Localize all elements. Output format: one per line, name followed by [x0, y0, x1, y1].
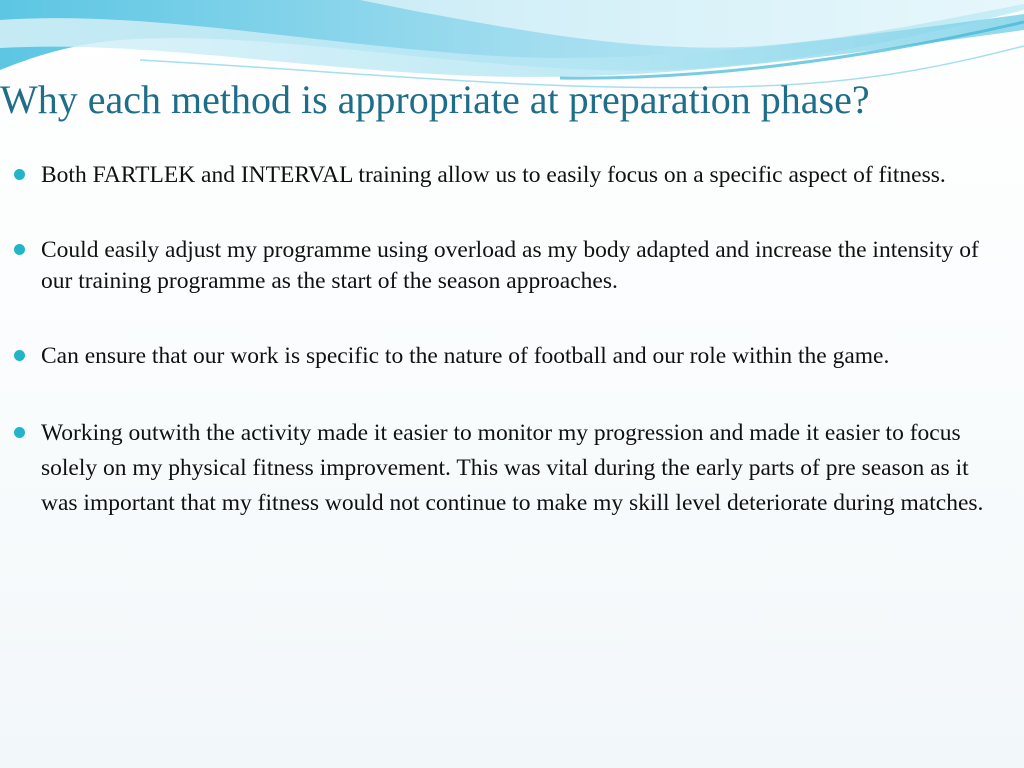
- bullet-item: [14, 341, 1010, 372]
- bullet-item: [14, 235, 1010, 297]
- bullet-dot-icon: [14, 427, 25, 438]
- bullet-dot-icon: [14, 350, 25, 361]
- bullet-text: Can ensure that our work is specific to the nature of football and our role within the game.: [41, 343, 890, 369]
- bullet-text: Working outwith the activity made it easier to monitor my progression and made it easier to focus solely on my physical fitness improvement. This was vital during the early parts of pre season as it was important that my fitness would not continue to make my skill level deteriorate during matches.: [41, 420, 984, 516]
- bullet-list: [14, 160, 1010, 521]
- bullet-text: Could easily adjust my programme using overload as my body adapted and increase the intensity of our training programme as the start of the season approaches.: [41, 237, 979, 294]
- bullet-item: [14, 416, 1010, 521]
- bullet-dot-icon: [14, 169, 25, 180]
- bullet-dot-icon: [14, 244, 25, 255]
- slide-title: Why each method is appropriate at preparation phase?: [0, 77, 870, 122]
- bullet-item: [14, 160, 1010, 191]
- bullet-text: Both FARTLEK and INTERVAL training allow us to easily focus on a specific aspect of fitness.: [41, 162, 946, 188]
